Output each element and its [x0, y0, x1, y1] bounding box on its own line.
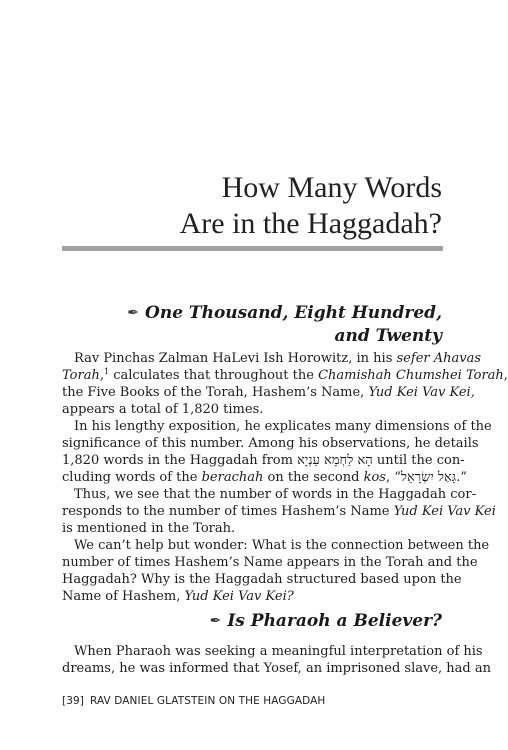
text-line: is mentioned in the Torah.	[62, 521, 236, 536]
page-number: [39]	[62, 695, 84, 707]
text-line: Thus, we see that the number of words in the Haggadah cor-	[74, 487, 476, 502]
text-line: Rav Pinchas Zalman HaLevi Ish Horowitz, in his sefer Ahavas	[74, 351, 482, 366]
text-line: appears a total of 1,820 times.	[62, 402, 264, 417]
text-line: dreams, he was informed that Yosef, an imprisoned slave, had an	[62, 661, 491, 676]
text-line: the Five Books of the Torah, Hashem’s Name, Yud Kei Vav Kei,	[62, 385, 475, 400]
section-heading-one-thousand	[127, 302, 442, 348]
text-line: When Pharaoh was seeking a meaningful interpretation of his	[74, 644, 483, 659]
text-line: 1,820 words in the Haggadah from הָא לַחְמָא עַנְיָא until the con-	[62, 453, 465, 468]
chapter-title-line-1: How Many Words	[221, 171, 442, 204]
hebrew-phrase: גָּאַל יִשְׂרָאֵל	[400, 470, 457, 485]
chapter-title	[180, 170, 442, 242]
chapter-title-line-2: Are in the Haggadah?	[179, 207, 442, 240]
section-two-body	[62, 643, 491, 677]
title-divider	[62, 246, 443, 251]
text-line: Torah,$^1$ calculates that throughout the Chamishah Chumshei Torah,	[62, 367, 508, 383]
page-footer	[62, 695, 325, 707]
text-line: We can’t help but wonder: What is the connection between the	[74, 538, 490, 553]
text-line: Name of Hashem, Yud Kei Vav Kei?	[62, 589, 294, 604]
hebrew-phrase: הָא לַחְמָא עַנְיָא	[297, 453, 373, 468]
section-heading-line-1: One Thousand, Eight Hundred,	[145, 303, 442, 323]
footnote-marker: 1	[103, 367, 110, 376]
pen-nib-ornament-icon: ✒	[209, 613, 222, 629]
text-line: cluding words of the berachah on the second kos, “גָּאַל יִשְׂרָאֵל.”	[62, 470, 467, 485]
text-line: Haggadah? Why is the Haggadah structured based upon the	[62, 572, 462, 587]
text-line: In his lengthy exposition, he explicates many dimensions of the	[74, 419, 492, 434]
pen-nib-ornament-icon: ✒	[127, 305, 140, 321]
running-title: RAV DANIEL GLATSTEIN ON THE HAGGADAH	[89, 695, 326, 707]
text-line: significance of this number. Among his observations, he details	[62, 436, 479, 451]
section-heading-text: Is Pharaoh a Believer?	[227, 611, 442, 631]
section-heading-line-2: and Twenty	[334, 326, 442, 346]
section-heading-pharaoh	[210, 610, 442, 633]
text-line: responds to the number of times Hashem’s Name Yud Kei Vav Kei	[62, 504, 496, 519]
section-one-body	[62, 350, 508, 605]
text-line: number of times Hashem’s Name appears in the Torah and the	[62, 555, 478, 570]
